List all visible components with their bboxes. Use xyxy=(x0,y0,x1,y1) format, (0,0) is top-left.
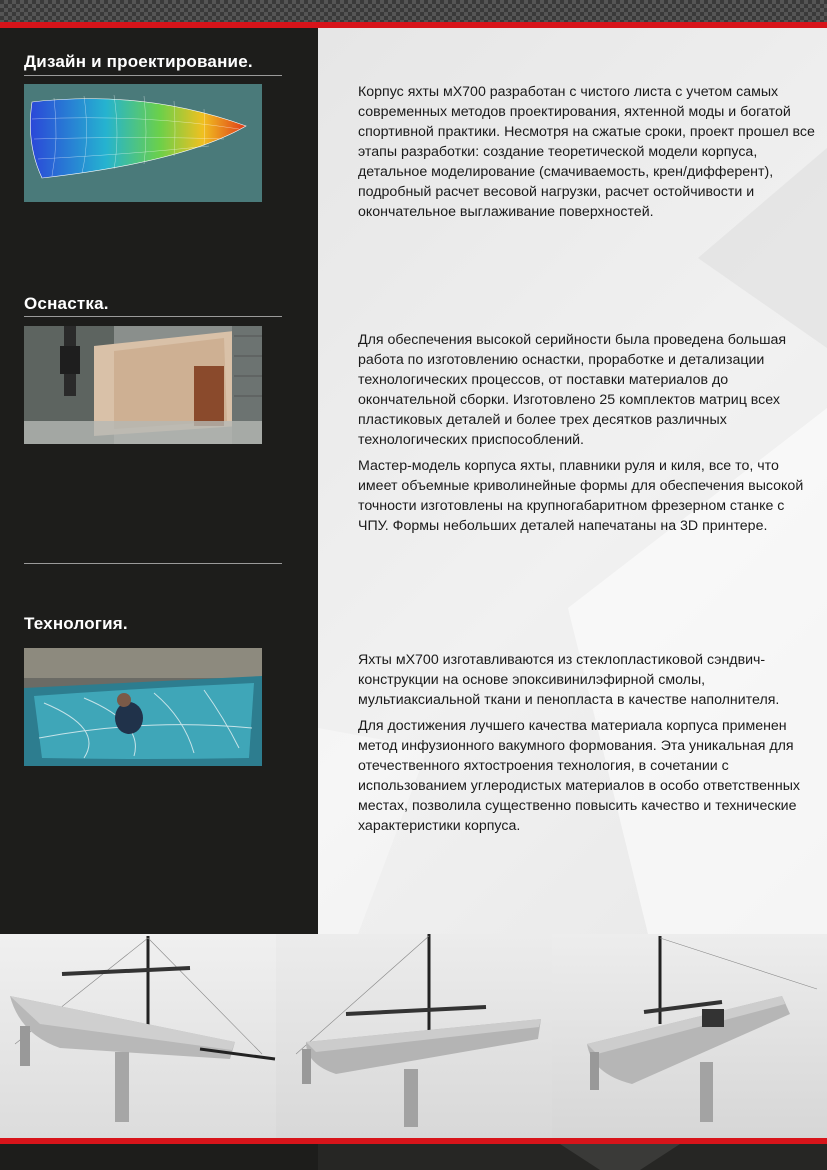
boat-renders-strip xyxy=(0,934,827,1140)
section-divider xyxy=(24,316,282,317)
section-title-tooling: Оснастка. xyxy=(24,294,109,313)
footer-band xyxy=(0,1144,827,1170)
paragraph: Корпус яхты мХ700 разработан с чистого листа с учетом самых современных методов проектирования, яхтенной моды и богатой спортивной практики. Несмотря на сжатые сроки, проект прошел все этапы разработки: создание теоретической модели корпуса, детальное моделирование (смачиваемость, крен/дифферент), подробный расчет весовой нагрузки, расчет остойчивости и окончательное выглаживание поверхностей. xyxy=(358,84,815,220)
boat-render-front xyxy=(276,934,552,1140)
section-title-design: Дизайн и проектирование. xyxy=(24,52,253,71)
section-body-design xyxy=(358,82,818,228)
technology-infusion-image xyxy=(24,648,262,766)
boat-render-side xyxy=(0,934,276,1140)
tooling-workshop-image xyxy=(24,326,262,444)
paragraph: Мастер-модель корпуса яхты, плавники руля и киля, все то, что имеет объемные криволинейные формы для обеспечения высокой точности изготовлены на крупногабаритном фрезерном станке с ЧПУ. Формы небольших деталей напечатаны на 3D принтере. xyxy=(358,458,804,534)
carbon-header-band xyxy=(0,0,827,22)
hull-design-image xyxy=(24,84,262,202)
cnc-workshop-graphic xyxy=(24,326,262,444)
section-divider xyxy=(24,563,282,564)
paragraph: Для обеспечения высокой серийности была проведена большая работа по изготовлению оснастки, проработке и детализации технологических процессов, от поставки материалов до окончательной сборки. Изготовлено 25 комплектов матриц всех пластиковых деталей и более трех десятков различных технологических приспособлений. xyxy=(358,332,787,448)
section-title-technology: Технология. xyxy=(24,614,128,633)
boat-render-rear xyxy=(552,934,827,1140)
hull-3d-model-graphic xyxy=(24,84,262,202)
section-body-technology xyxy=(358,650,818,842)
section-divider xyxy=(24,75,282,76)
paragraph: Яхты мХ700 изготавливаются из стеклопластиковой сэндвич-конструкции на основе эпоксивинилэфирной смолы, мультиаксиальной ткани и пенопласта в качестве наполнителя. xyxy=(358,652,780,708)
paragraph: Для достижения лучшего качества материала корпуса применен метод инфузионного вакумного формования. Эта уникальная для отечественного яхтостроения технология, в сочетании с использованием углеродистых материалов в особо ответственных местах, позволила существенно повысить качество и технические характеристики корпуса. xyxy=(358,718,800,834)
section-body-tooling xyxy=(358,330,818,542)
vacuum-infusion-graphic xyxy=(24,648,262,766)
